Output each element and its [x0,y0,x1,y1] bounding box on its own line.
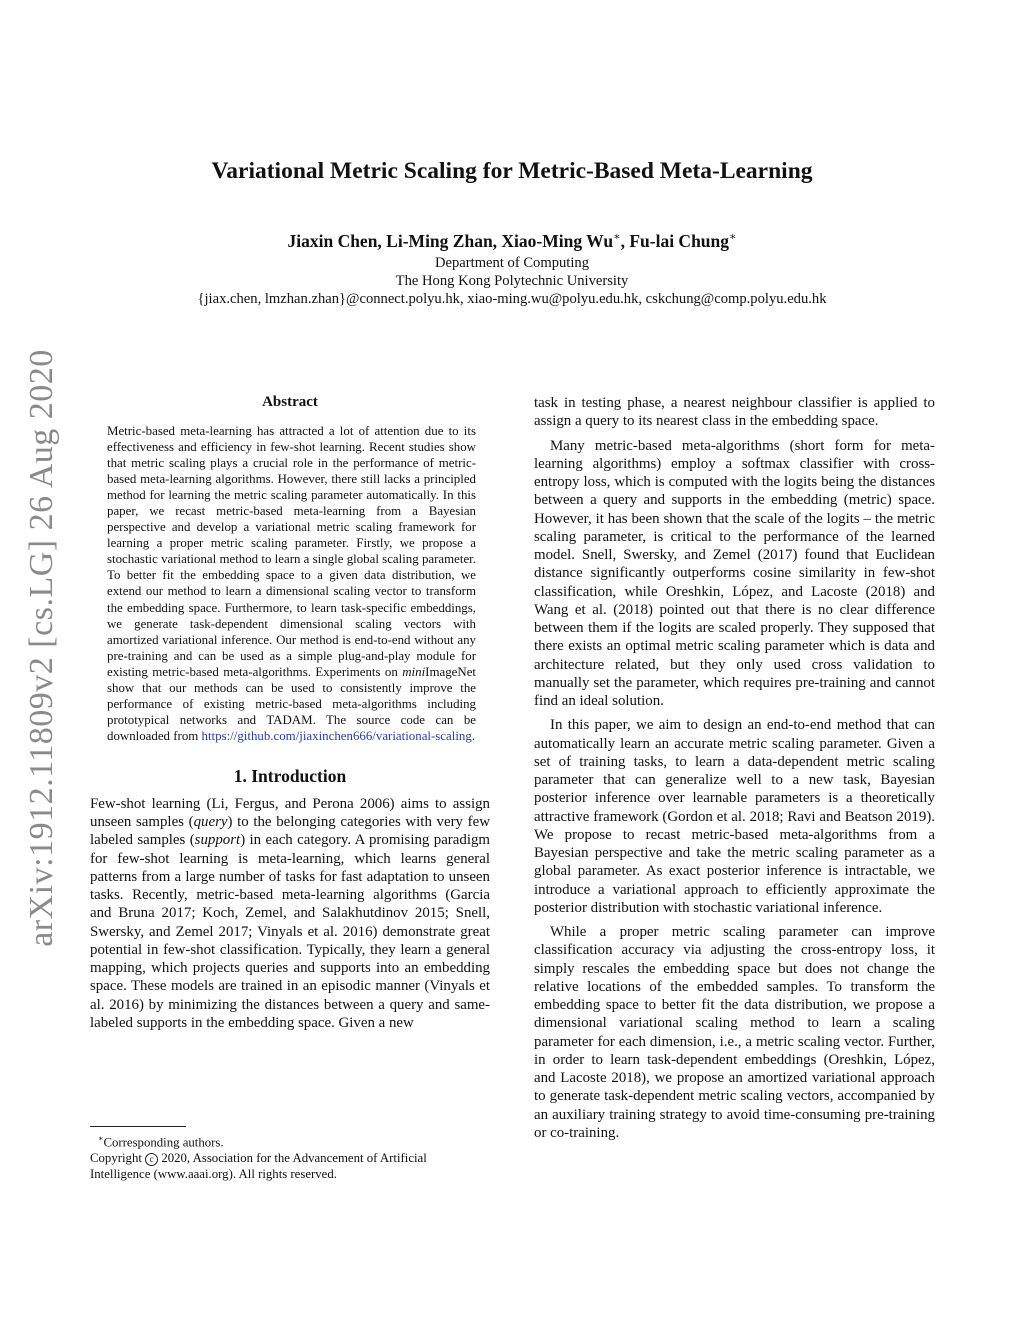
author-emails: {jiax.chen, lmzhan.zhan}@connect.polyu.hk, xiao-ming.wu@polyu.edu.hk, cskchung@comp.polyu.edu.hk [197,291,827,307]
abstract-part-1: Metric-based meta-learning has attracted a lot of attention due to its effectiveness and efficiency in few-shot learning. Recent studies show that metric scaling plays a crucial role in the performance of metric-based meta-learning algorithms. However, there still lacks a principled method for learning the metric scaling parameter automatically. In this paper, we recast metric-based meta-learning from a Bayesian perspective and develop a variational metric scaling framework for learning a proper metric scaling parameter. Firstly, we propose a stochastic variational method to learn a single global scaling parameter. To better fit the embedding space to a given data distribution, we extend our method to learn a dimensional scaling vector to transform the embedding space. Furthermore, to learn task-specific embeddings, we generate task-dependent dimensional scaling vectors with amortized variational inference. Our method is end-to-end without any pre-training and can be used as a simple plug-and-play module for existing metric-based meta-algorithms. Experiments on [107,424,476,679]
authors-last: , Fu-lai Chung [620,230,730,251]
source-code-link[interactable]: https://github.com/jiaxinchen666/variational-scaling [201,728,472,743]
authors-first: Jiaxin Chen, Li-Ming Zhan, Xiao-Ming Wu [287,230,614,251]
corresponding-mark-2: ∗ [729,231,737,243]
right-column [534,394,935,1142]
footnote-mark: ∗ [98,1134,104,1143]
arxiv-id-text: arXiv:1912.11809v2 [cs.LG] 26 Aug 2020 [23,349,61,947]
intro-paragraph-1 [90,795,490,1032]
intro-p1-c: ) in each category. A promising paradigm for few-shot learning is meta-learning, which learns general patterns from a large number of tasks for fast adaptation to unseen tasks. Recently, metric-based meta-learning algorithms (Garcia and Bruna 2017; Koch, Zemel, and Salakhutdinov 2015; Snell, Swersky, and Zemel 2017; Vinyals et al. 2016) demonstrate great potential in few-shot classification. Typically, they learn a general mapping, which projects queries and supports into an embedding space. These models are trained in an episodic manner (Vinyals et al. 2016) by minimizing the distances between a query and same-labeled supports in the embedding space. Given a new [90,832,490,1031]
copyright-symbol: c [145,1153,158,1166]
copyright-word: Copyright [90,1151,142,1166]
intro-paragraph-4: While a proper metric scaling parameter can improve classification accuracy via adjusting the cross-entropy loss, it simply rescales the embedding space but does not change the relative locations of the embedded samples. To transform the embedding space to better fit the data distribution, we propose a dimensional variational scaling method to learn a scaling parameter for each dimension, i.e., a metric scaling vector. Further, in order to learn task-dependent embeddings (Oreshkin, López, and Lacoste 2018), we propose an amortized variational approach to generate task-dependent metric scaling vectors, accompanied by an auxiliary training strategy to avoid time-consuming pre-training or co-training. [534,924,935,1141]
intro-query: query [193,814,228,831]
footnote-copyright-line2: Intelligence (www.aaai.org). All rights reserved. [90,1167,337,1182]
introduction-heading: 1. Introduction [233,765,347,786]
footnote-rule [90,1126,186,1127]
footnote-corresponding-text: Corresponding authors. [103,1135,224,1150]
abstract-mini: mini [402,664,426,679]
copyright-text: 2020, Association for the Advancement of Artificial [161,1151,427,1166]
department: Department of Computing [434,255,590,271]
university: The Hong Kong Polytechnic University [395,273,629,289]
abstract-end: . [471,728,476,743]
intro-paragraph-2: Many metric-based meta-algorithms (short form for meta-learning algorithms) employ a softmax classifier with cross-entropy loss, which is computed with the logits being the distances between a query and supports in the embedding (metric) space. However, it has been shown that the scale of the logits – the metric scaling parameter, is critical to the performance of the learned model. Snell, Swersky, and Zemel (2017) found that Euclidean distance significantly outperforms cosine similarity in few-shot classification, while Oreshkin, López, and Lacoste (2018) and Wang et al. (2018) pointed out that there is no clear difference between them if the logits are scaled properly. They supposed that there exists an optimal metric scaling parameter which is data and architecture related, but they only used cross validation to manually set the parameter, which requires pre-training and cannot find an ideal solution. [534,437,935,709]
intro-support: support [194,832,241,849]
intro-paragraph-1-continued: task in testing phase, a nearest neighbour classifier is applied to assign a query to its nearest class in the embedding space. [534,395,935,430]
paper-title: Variational Metric Scaling for Metric-Based Meta-Learning [211,158,813,184]
abstract-heading: Abstract [262,394,318,410]
intro-p1-b: ) to the belonging categories with very few labeled samples ( [90,814,490,849]
author-list [0,230,1024,252]
footnote-copyright [90,1150,490,1166]
abstract-part-2: ImageNet show that our methods can be used to consistently improve the performance of existing metric-based meta-algorithms including prototypical networks and TADAM. The source code can be downloaded from [107,664,476,743]
arxiv-identifier [16,348,68,948]
footnotes [90,1126,490,1182]
left-column [90,394,490,1032]
abstract-text [107,423,476,744]
intro-paragraph-3: In this paper, we aim to design an end-to-end method that can automatically learn an accurate metric scaling parameter. Given a set of training tasks, to learn a data-dependent metric scaling parameter that can generalize well to a new task, Bayesian posterior inference over learnable parameters is a theoretically attractive framework (Gordon et al. 2018; Ravi and Beatson 2019). We propose to recast metric-based meta-algorithms from a Bayesian perspective and take the metric scaling parameter as a global parameter. As exact posterior inference is intractable, we introduce a variational approach to efficiently approximate the posterior distribution with stochastic variational inference. [534,717,935,916]
corresponding-mark-1: ∗ [613,231,621,243]
footnote-corresponding [90,1131,490,1150]
intro-p1-a: Few-shot learning (Li, Fergus, and Perona 2006) aims to assign unseen samples ( [90,795,490,831]
affiliation-block [0,254,1024,308]
